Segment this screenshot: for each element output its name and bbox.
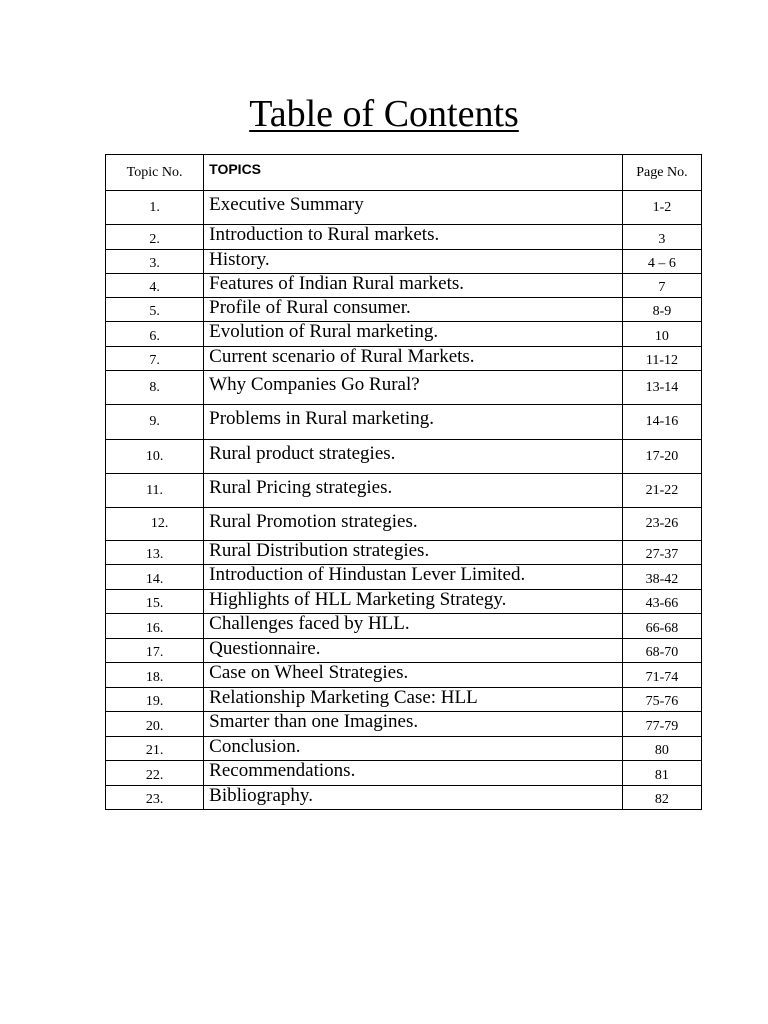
page-number: 10 [622, 322, 701, 347]
table-row [106, 590, 702, 614]
table-row [106, 298, 702, 322]
table-header-row [106, 155, 702, 191]
topic-number: 6. [106, 322, 204, 347]
page-number: 43-66 [622, 590, 701, 614]
page-number: 75-76 [622, 688, 701, 712]
topic-title: Introduction to Rural markets. [204, 225, 623, 250]
table-row [106, 274, 702, 298]
table-row [106, 191, 702, 225]
topic-title: Rural Promotion strategies. [204, 508, 623, 541]
topic-number: 13. [106, 541, 204, 565]
table-row [106, 440, 702, 474]
topic-title: Questionnaire. [204, 639, 623, 663]
page-number: 80 [622, 737, 701, 761]
topic-number: 9. [106, 405, 204, 440]
page-number: 1-2 [622, 191, 701, 225]
topic-title: History. [204, 250, 623, 274]
page-number: 27-37 [622, 541, 701, 565]
topic-number: 19. [106, 688, 204, 712]
table-row [106, 565, 702, 590]
table-row [106, 639, 702, 663]
topic-number: 12. [106, 508, 204, 541]
topic-number: 20. [106, 712, 204, 737]
table-row [106, 541, 702, 565]
page-number: 14-16 [622, 405, 701, 440]
topic-number: 7. [106, 347, 204, 371]
topic-title: Introduction of Hindustan Lever Limited. [204, 565, 623, 590]
page-number: 71-74 [622, 663, 701, 688]
table-row [106, 250, 702, 274]
topic-title: Relationship Marketing Case: HLL [204, 688, 623, 712]
table-row [106, 737, 702, 761]
table-row [106, 371, 702, 405]
topic-title: Rural Distribution strategies. [204, 541, 623, 565]
topic-title: Profile of Rural consumer. [204, 298, 623, 322]
page-number: 4 – 6 [622, 250, 701, 274]
topic-title: Why Companies Go Rural? [204, 371, 623, 405]
topic-number: 21. [106, 737, 204, 761]
topic-title: Smarter than one Imagines. [204, 712, 623, 737]
table-row [106, 508, 702, 541]
page-number: 3 [622, 225, 701, 250]
table-row [106, 347, 702, 371]
topic-number: 22. [106, 761, 204, 786]
topic-number: 4. [106, 274, 204, 298]
topic-title: Highlights of HLL Marketing Strategy. [204, 590, 623, 614]
topic-number: 2. [106, 225, 204, 250]
table-row [106, 712, 702, 737]
table-row [106, 225, 702, 250]
page-number: 81 [622, 761, 701, 786]
topic-title: Conclusion. [204, 737, 623, 761]
table-row [106, 688, 702, 712]
topic-title: Rural product strategies. [204, 440, 623, 474]
topic-title: Executive Summary [204, 191, 623, 225]
topic-title: Challenges faced by HLL. [204, 614, 623, 639]
page-number: 23-26 [622, 508, 701, 541]
page-title: Table of Contents [249, 93, 519, 135]
table-row [106, 761, 702, 786]
topic-number: 10. [106, 440, 204, 474]
topic-title: Rural Pricing strategies. [204, 474, 623, 508]
table-row [106, 474, 702, 508]
page-number: 7 [622, 274, 701, 298]
page-number: 38-42 [622, 565, 701, 590]
topic-title: Recommendations. [204, 761, 623, 786]
topic-number: 23. [106, 786, 204, 810]
topic-number: 16. [106, 614, 204, 639]
topic-number: 3. [106, 250, 204, 274]
page-number: 13-14 [622, 371, 701, 405]
topic-number: 14. [106, 565, 204, 590]
page-number: 68-70 [622, 639, 701, 663]
header-topics: TOPICS [204, 155, 623, 191]
page-number: 21-22 [622, 474, 701, 508]
topic-title: Bibliography. [204, 786, 623, 810]
topic-number: 15. [106, 590, 204, 614]
table-row [106, 405, 702, 440]
header-topic-no: Topic No. [106, 155, 204, 191]
table-row [106, 614, 702, 639]
topic-number: 5. [106, 298, 204, 322]
page-number: 8-9 [622, 298, 701, 322]
topic-title: Current scenario of Rural Markets. [204, 347, 623, 371]
topic-title: Case on Wheel Strategies. [204, 663, 623, 688]
table-row [106, 663, 702, 688]
page-number: 66-68 [622, 614, 701, 639]
topic-number: 17. [106, 639, 204, 663]
topic-number: 8. [106, 371, 204, 405]
page-number: 82 [622, 786, 701, 810]
page-number: 17-20 [622, 440, 701, 474]
toc-body [106, 155, 702, 810]
table-row [106, 322, 702, 347]
page-number: 77-79 [622, 712, 701, 737]
topic-number: 18. [106, 663, 204, 688]
topic-title: Problems in Rural marketing. [204, 405, 623, 440]
topic-title: Features of Indian Rural markets. [204, 274, 623, 298]
topic-number: 1. [106, 191, 204, 225]
toc-table [105, 154, 702, 810]
table-row [106, 786, 702, 810]
topic-number: 11. [106, 474, 204, 508]
topic-title: Evolution of Rural marketing. [204, 322, 623, 347]
page-number: 11-12 [622, 347, 701, 371]
header-page-no: Page No. [622, 155, 701, 191]
